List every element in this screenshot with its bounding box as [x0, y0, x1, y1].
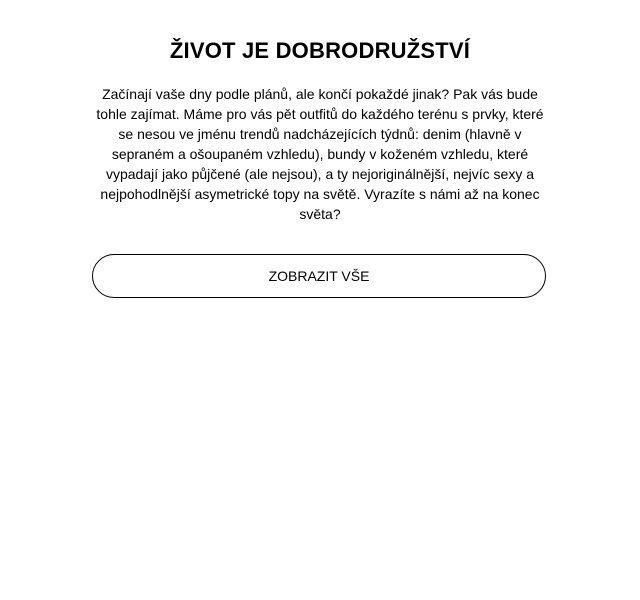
- section-title: ŽIVOT JE DOBRODRUŽSTVÍ: [169, 38, 471, 63]
- section-description: Začínají vaše dny podle plánů, ale končí pokaždé jinak? Pak vás bude tohle zajímat. Máme pro vás pět outfitů do každého terénu s prvky, které se nesou ve jménu trendů nadcházejících týdnů: denim (hlavně v sepraném a ošoupaném vzhledu), bundy v koženém vzhledu, které vypadají jako půjčené (ale nejsou), a ty nejoriginálnější, nejvíc sexy a nejpohodlnější asymetrické topy na světě. Vyrazíte s námi až na konec světa?: [96, 86, 544, 222]
- show-all-button[interactable]: ZOBRAZIT VŠE: [92, 254, 546, 298]
